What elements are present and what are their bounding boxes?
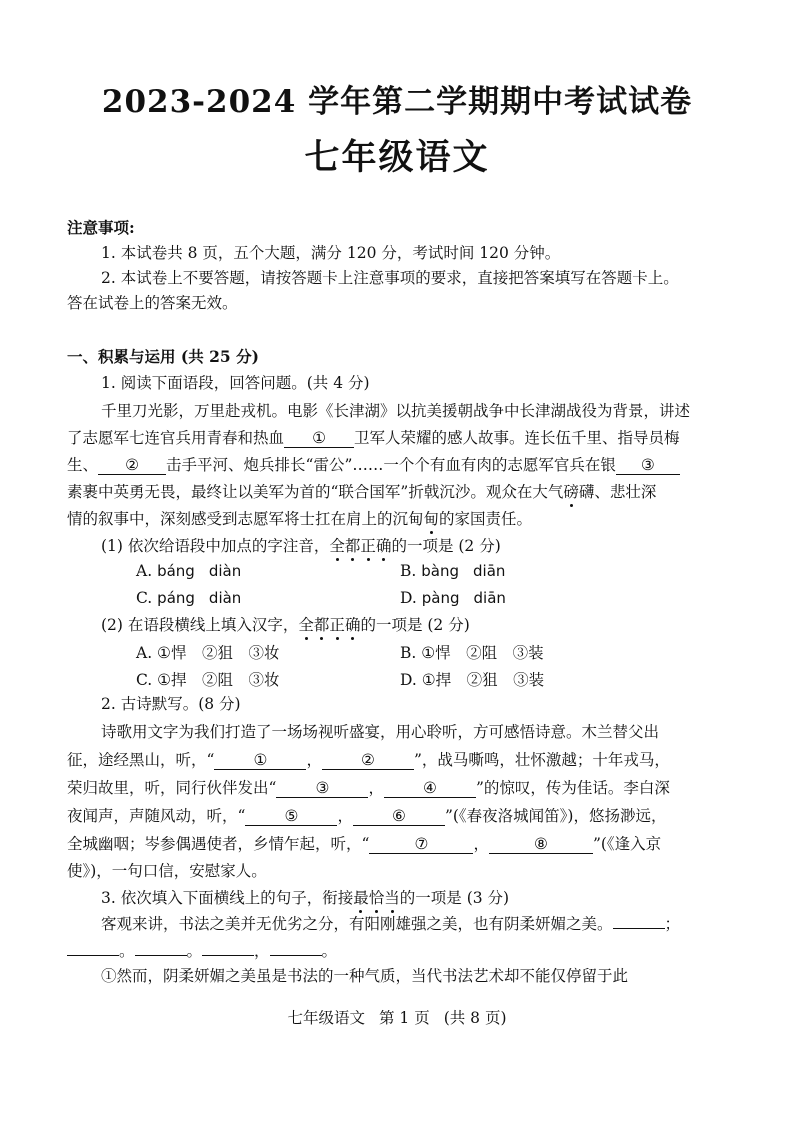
dotted-char: 当 bbox=[384, 889, 400, 907]
q1-text: 击手平河、炮兵排长“雷公”……一个个有血有肉的志愿军官兵在银 bbox=[166, 456, 616, 474]
q1-text: 素裹中英勇无畏，最终让以美军为首的“联合国军”折戟沉沙。观众在大气 bbox=[67, 483, 564, 501]
q1-sub1-stem bbox=[101, 536, 501, 556]
q1-passage-line-3 bbox=[67, 455, 680, 475]
q1-text: 卫军人荣耀的感人故事。连长伍千里、指导员梅 bbox=[354, 429, 680, 447]
q2-blank-6: ⑥ bbox=[353, 807, 445, 826]
q2-text: ， bbox=[337, 807, 353, 825]
q3-text: ， bbox=[254, 942, 270, 960]
q2-line-4 bbox=[67, 806, 666, 826]
dotted-char: 最 bbox=[353, 889, 369, 907]
q3-text: ； bbox=[664, 915, 681, 933]
notes-item-2-cont: 答在试卷上的答案无效。 bbox=[67, 294, 238, 312]
footer-page-number: 第 1 页 bbox=[378, 1009, 430, 1027]
q2-blank-1: ① bbox=[214, 751, 306, 770]
exam-subtitle: 七年级语文 bbox=[304, 137, 490, 178]
option-label: A. bbox=[136, 562, 153, 580]
q2-text: 荣归故里，听，同行伙伴发出“ bbox=[67, 779, 277, 797]
dotted-char: 正 bbox=[329, 616, 345, 634]
dotted-char: 全 bbox=[329, 537, 345, 555]
q3-stem bbox=[101, 888, 509, 908]
q1-text: 情的叙事中，深刻感受到志愿军将士扛在肩上的沉甸 bbox=[67, 510, 424, 528]
dotted-char: 恰 bbox=[368, 889, 385, 907]
q1-text: 了志愿军七连官兵用青春和热血 bbox=[67, 429, 285, 447]
option-pinyin: báng bbox=[157, 562, 195, 580]
dotted-char: 都 bbox=[313, 616, 330, 634]
option-pinyin: diàn bbox=[208, 589, 242, 607]
q2-text: ”，战马嘶鸣，壮怀激越；十年戎马， bbox=[413, 751, 670, 769]
page-footer bbox=[0, 1006, 794, 1028]
dotted-char: 正 bbox=[360, 537, 376, 555]
dotted-char: 甸 bbox=[423, 510, 440, 528]
q1-text: 礴、悲壮深 bbox=[578, 483, 657, 501]
option-pinyin: diān bbox=[473, 589, 506, 607]
q2-line-2 bbox=[67, 750, 670, 770]
q2-text: 夜闻声，声随风动，听，“ bbox=[67, 807, 246, 825]
q1-text: 的家国责任。 bbox=[439, 510, 533, 528]
q1-sub1-text: 的一项是 (2 分) bbox=[391, 537, 501, 555]
q2-text: 全城幽咽；岑参偶遇使者，乡情乍起，听，“ bbox=[67, 835, 370, 853]
q2-blank-3: ③ bbox=[276, 779, 368, 798]
q2-text: ”(《逢入京 bbox=[592, 835, 662, 853]
q1-sub1-option-b bbox=[400, 562, 505, 580]
dotted-char: 磅 bbox=[563, 483, 579, 501]
q3-line-2 bbox=[67, 941, 337, 961]
dotted-char: 确 bbox=[344, 616, 361, 634]
q1-sub1-option-a bbox=[136, 562, 241, 580]
q1-sub2-option-c: C. ①捍 ②阻 ③妆 bbox=[136, 671, 280, 689]
q1-blank-1: ① bbox=[284, 429, 354, 448]
option-pinyin: diàn bbox=[208, 562, 242, 580]
q1-sub1-option-c bbox=[136, 589, 241, 607]
q2-blank-4: ④ bbox=[384, 779, 476, 798]
q2-blank-8: ⑧ bbox=[489, 835, 593, 854]
option-label: D. bbox=[400, 589, 417, 607]
q3-text: 客观来讲，书法之美并无优劣之分，有阳刚雄强之美，也有阴柔妍媚之美。 bbox=[101, 915, 613, 933]
footer-subject: 七年级语文 bbox=[287, 1009, 365, 1027]
footer-total-pages: (共 8 页) bbox=[443, 1009, 507, 1027]
q1-sub1-text: (1) 依次给语段中加点的字注音， bbox=[101, 537, 330, 555]
q3-text: 。 bbox=[119, 942, 135, 960]
q2-blank-7: ⑦ bbox=[369, 835, 473, 854]
q1-stem: 1. 阅读下面语段，回答问题。(共 4 分) bbox=[101, 374, 370, 392]
q2-line-3 bbox=[67, 778, 670, 798]
q3-blank-5 bbox=[270, 955, 322, 956]
q1-sub2-option-a: A. ①悍 ②狙 ③妆 bbox=[136, 644, 280, 662]
q1-sub2-text: 的一项是 (2 分) bbox=[360, 616, 470, 634]
q1-sub2-text: (2) 在语段横线上填入汉字， bbox=[101, 616, 299, 634]
q1-sub2-option-b: B. ①悍 ②阻 ③装 bbox=[400, 644, 544, 662]
q2-stem: 2. 古诗默写。(8 分) bbox=[101, 695, 241, 713]
q2-line-1: 诗歌用文字为我们打造了一场场视听盛宴，用心聆听，方可感悟诗意。木兰替父出 bbox=[101, 723, 660, 741]
q2-text: ， bbox=[306, 751, 322, 769]
q2-text: ， bbox=[473, 835, 489, 853]
q2-text: 征，途经黑山，听，“ bbox=[67, 751, 215, 769]
q1-sub2-stem bbox=[101, 615, 470, 635]
q1-passage-line-1: 千里刀光影，万里赴戎机。电影《长津湖》以抗美援朝战争中长津湖战役为背景，讲述 bbox=[101, 402, 691, 420]
option-label: B. bbox=[400, 562, 417, 580]
q1-blank-3: ③ bbox=[616, 456, 680, 475]
exam-title: 2023-2024 学年第二学期期中考试试卷 bbox=[101, 84, 693, 120]
option-pinyin: bàng bbox=[421, 562, 460, 580]
notes-item-1: 1. 本试卷共 8 页，五个大题，满分 120 分，考试时间 120 分钟。 bbox=[101, 244, 561, 262]
dotted-char: 都 bbox=[344, 537, 361, 555]
q3-option-1: ①然而，阴柔妍媚之美虽是书法的一种气质，当代书法艺术却不能仅停留于此 bbox=[101, 967, 629, 985]
q2-text: ”的惊叹，传为佳话。李白深 bbox=[475, 779, 670, 797]
q3-blank-2 bbox=[67, 955, 119, 956]
option-pinyin: diān bbox=[473, 562, 506, 580]
q3-line-1 bbox=[101, 914, 680, 934]
q3-text: 3. 依次填入下面横线上的句子，衔接 bbox=[101, 889, 354, 907]
q2-line-6: 使》)，一句口信，安慰家人。 bbox=[67, 862, 267, 880]
q3-blank-1 bbox=[613, 928, 665, 929]
section-1-heading: 一、积累与运用 (共 25 分) bbox=[67, 347, 259, 366]
q2-text: ， bbox=[368, 779, 384, 797]
q3-blank-3 bbox=[135, 955, 187, 956]
q1-text: 生、 bbox=[67, 456, 99, 474]
dotted-char: 全 bbox=[298, 616, 314, 634]
option-pinyin: páng bbox=[157, 589, 195, 607]
notes-item-2: 2. 本试卷上不要答题，请按答题卡上注意事项的要求，直接把答案填写在答题卡上。 bbox=[101, 269, 679, 287]
q3-blank-4 bbox=[202, 955, 254, 956]
q1-sub2-option-d: D. ①捍 ②狙 ③装 bbox=[400, 671, 545, 689]
notes-heading: 注意事项: bbox=[67, 218, 135, 237]
q1-passage-line-4 bbox=[67, 482, 656, 502]
dotted-char: 确 bbox=[375, 537, 392, 555]
q1-sub1-option-d bbox=[400, 589, 506, 607]
q2-blank-5: ⑤ bbox=[245, 807, 337, 826]
q3-text: 。 bbox=[186, 942, 203, 960]
q1-passage-line-5 bbox=[67, 509, 532, 529]
q2-line-5 bbox=[67, 834, 661, 854]
q1-blank-2: ② bbox=[98, 456, 166, 475]
q2-blank-2: ② bbox=[322, 751, 414, 770]
q3-text: 的一项是 (3 分) bbox=[399, 889, 510, 907]
q3-text: 。 bbox=[321, 942, 338, 960]
option-pinyin: pàng bbox=[421, 589, 460, 607]
option-label: C. bbox=[136, 589, 153, 607]
q2-text: ”(《春夜洛城闻笛》)，悠扬渺远， bbox=[444, 807, 667, 825]
q1-passage-line-2 bbox=[67, 428, 680, 448]
